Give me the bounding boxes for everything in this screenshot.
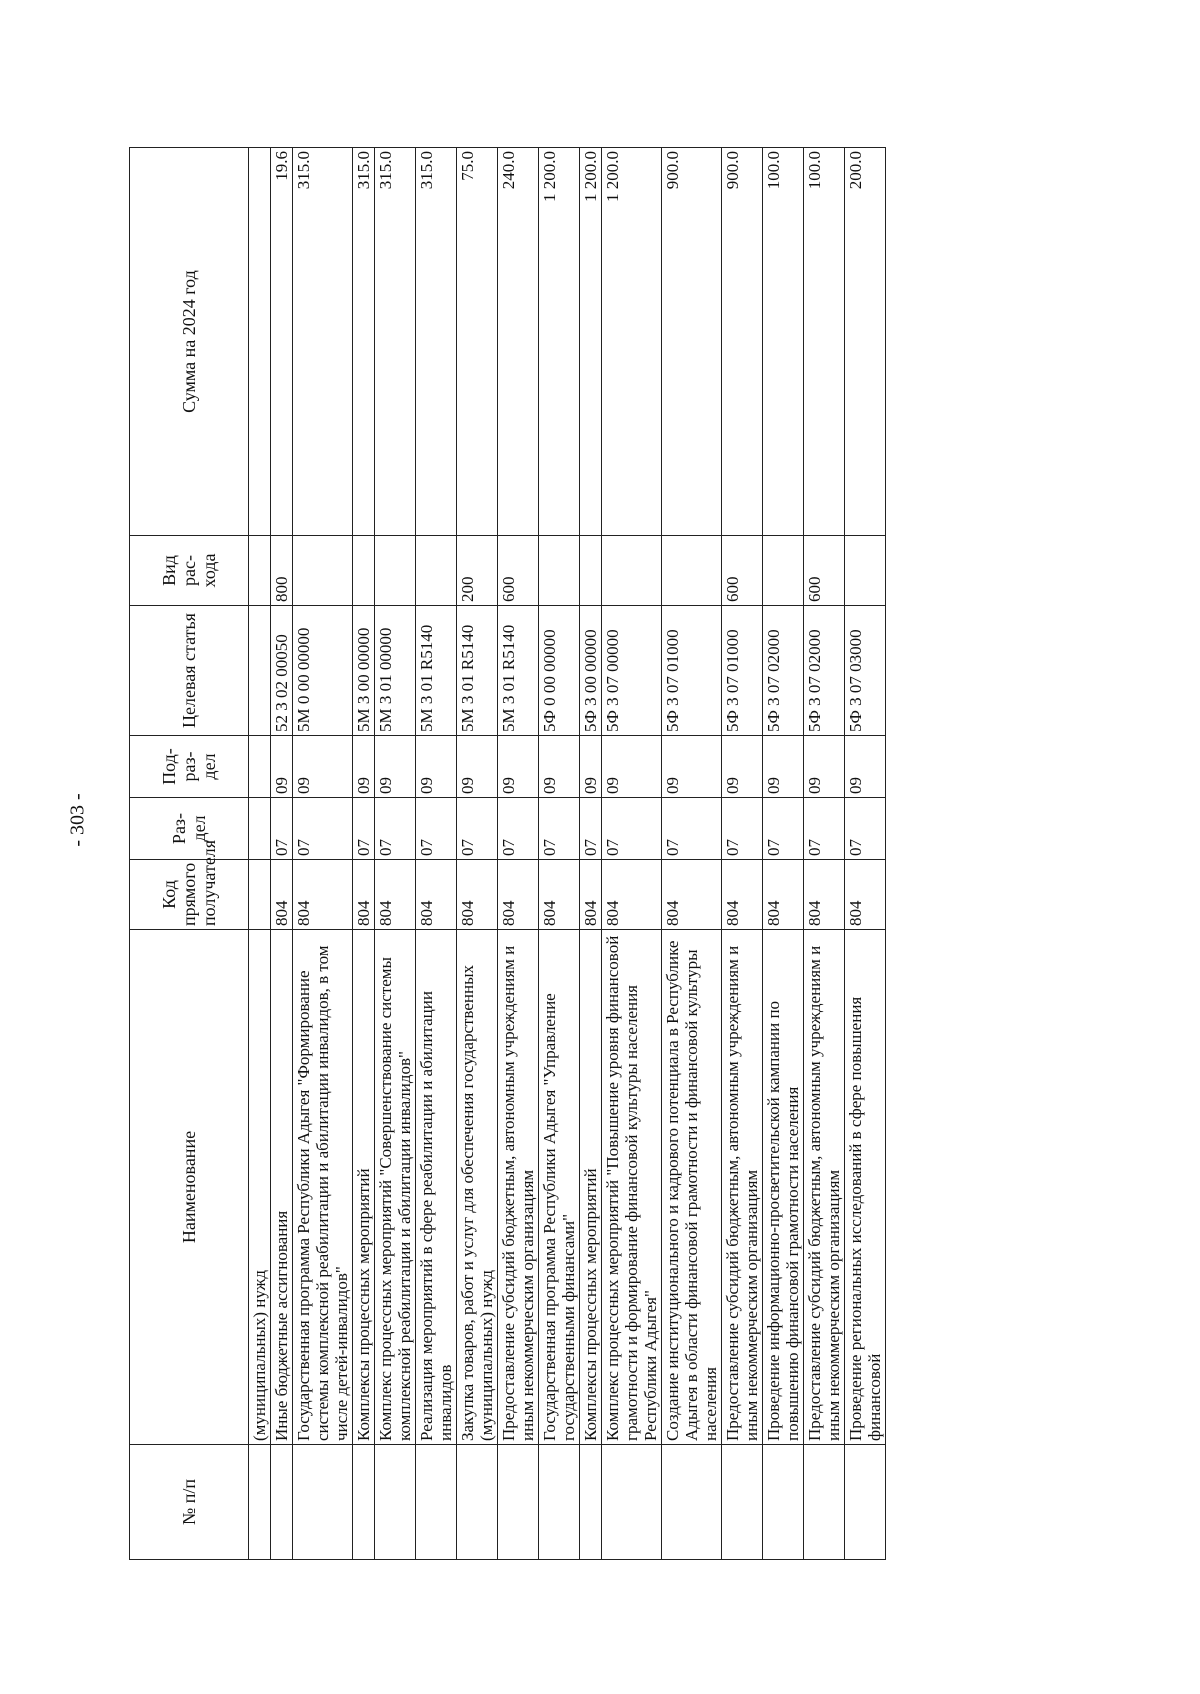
table-row — [602, 148, 662, 1560]
cell-target-article: 5Ф 3 00 00000 — [580, 606, 602, 736]
cell-expense-type — [845, 536, 886, 606]
cell-recipient-code: 804 — [375, 860, 416, 930]
cell-section: 07 — [293, 798, 353, 860]
cell-recipient-code: 804 — [416, 860, 457, 930]
cell-name: Предоставление субсидий бюджетным, автономным учреждениям и иным некоммерческим организациям — [498, 930, 539, 1445]
cell-section: 07 — [353, 798, 375, 860]
cell-section: 07 — [457, 798, 498, 860]
cell-num — [722, 1445, 763, 1560]
cell-target-article: 5Ф 3 07 02000 — [763, 606, 804, 736]
cell-num — [662, 1445, 722, 1560]
cell-name: Проведение региональных исследований в сфере повышения финансовой — [845, 930, 886, 1445]
cell-expense-type: 600 — [722, 536, 763, 606]
cell-expense-type: 200 — [457, 536, 498, 606]
cell-name: Комплексы процессных мероприятий — [353, 930, 375, 1445]
cell-name: Предоставление субсидий бюджетным, автономным учреждениям и иным некоммерческим организациям — [722, 930, 763, 1445]
cell-subsection: 09 — [293, 736, 353, 798]
cell-section: 07 — [580, 798, 602, 860]
cell-sum: 100.0 — [804, 148, 845, 536]
cell-target-article: 5М 3 01 R5140 — [457, 606, 498, 736]
cell-target-article: 5Ф 3 07 02000 — [804, 606, 845, 736]
table-row — [293, 148, 353, 1560]
cell-section: 07 — [662, 798, 722, 860]
table-row — [845, 148, 886, 1560]
cell-sum: 315.0 — [293, 148, 353, 536]
cell-recipient-code: 804 — [763, 860, 804, 930]
cell-name: Предоставление субсидий бюджетным, автономным учреждениям и иным некоммерческим организациям — [804, 930, 845, 1445]
cell-subsection: 09 — [845, 736, 886, 798]
cell-sum: 315.0 — [375, 148, 416, 536]
cell-target-article: 52 3 02 00050 — [271, 606, 293, 736]
budget-table — [129, 147, 886, 1560]
cell-recipient-code: 804 — [845, 860, 886, 930]
cell-section: 07 — [722, 798, 763, 860]
table-row — [722, 148, 763, 1560]
cell-recipient-code: 804 — [580, 860, 602, 930]
cell-target-article: 5Ф 3 07 03000 — [845, 606, 886, 736]
cell-recipient-code — [249, 860, 271, 930]
cell-expense-type — [580, 536, 602, 606]
table-row — [416, 148, 457, 1560]
cell-recipient-code: 804 — [271, 860, 293, 930]
cell-section: 07 — [845, 798, 886, 860]
cell-expense-type — [662, 536, 722, 606]
table-row — [353, 148, 375, 1560]
cell-section: 07 — [271, 798, 293, 860]
cell-section: 07 — [416, 798, 457, 860]
cell-target-article: 5М 3 01 R5140 — [498, 606, 539, 736]
table-row — [580, 148, 602, 1560]
cell-expense-type — [293, 536, 353, 606]
cell-subsection: 09 — [271, 736, 293, 798]
cell-name: Создание институционального и кадрового потенциала в Республике Адыгея в области финансовой грамотности и финансовой культуры населения — [662, 930, 722, 1445]
cell-subsection: 09 — [375, 736, 416, 798]
cell-name: Комплекс процессных мероприятий "Повышение уровня финансовой грамотности и формирование финансовой культуры населения Республики Адыгея" — [602, 930, 662, 1445]
cell-target-article — [249, 606, 271, 736]
cell-sum: 315.0 — [416, 148, 457, 536]
cell-expense-type — [375, 536, 416, 606]
cell-sum: 1 200.0 — [580, 148, 602, 536]
page-number: - 303 - — [66, 793, 89, 847]
cell-sum: 1 200.0 — [539, 148, 580, 536]
table-body — [249, 148, 886, 1560]
cell-subsection: 09 — [662, 736, 722, 798]
cell-name: (муниципальных) нужд — [249, 930, 271, 1445]
cell-num — [763, 1445, 804, 1560]
cell-expense-type: 800 — [271, 536, 293, 606]
header-name: Наименование — [130, 930, 249, 1445]
table-row — [271, 148, 293, 1560]
cell-num — [457, 1445, 498, 1560]
cell-section — [249, 798, 271, 860]
cell-sum: 200.0 — [845, 148, 886, 536]
cell-section: 07 — [602, 798, 662, 860]
cell-expense-type — [249, 536, 271, 606]
table-row — [662, 148, 722, 1560]
header-article: Целевая статья — [130, 606, 249, 736]
cell-num — [375, 1445, 416, 1560]
cell-name: Иные бюджетные ассигнования — [271, 930, 293, 1445]
header-sum: Сумма на 2024 год — [130, 148, 249, 536]
cell-recipient-code: 804 — [293, 860, 353, 930]
cell-expense-type — [539, 536, 580, 606]
table-row — [763, 148, 804, 1560]
cell-num — [804, 1445, 845, 1560]
cell-target-article: 5М 3 00 00000 — [353, 606, 375, 736]
cell-section: 07 — [763, 798, 804, 860]
cell-subsection: 09 — [498, 736, 539, 798]
cell-expense-type — [353, 536, 375, 606]
cell-expense-type: 600 — [498, 536, 539, 606]
cell-num — [498, 1445, 539, 1560]
cell-sum: 900.0 — [722, 148, 763, 536]
table-header-row — [130, 148, 249, 1560]
cell-num — [353, 1445, 375, 1560]
cell-target-article: 5Ф 3 07 01000 — [662, 606, 722, 736]
table-row — [804, 148, 845, 1560]
cell-name: Государственная программа Республики Адыгея "Формирование системы комплексной реабилитации и абилитации инвалидов, в том числе детей-инвалидов" — [293, 930, 353, 1445]
cell-subsection: 09 — [539, 736, 580, 798]
cell-target-article: 5Ф 0 00 00000 — [539, 606, 580, 736]
cell-target-article: 5Ф 3 07 00000 — [602, 606, 662, 736]
cell-target-article: 5М 0 00 00000 — [293, 606, 353, 736]
cell-num — [845, 1445, 886, 1560]
cell-subsection: 09 — [722, 736, 763, 798]
header-code: Код прямого получателя — [130, 860, 249, 930]
cell-num — [271, 1445, 293, 1560]
cell-recipient-code: 804 — [539, 860, 580, 930]
cell-target-article: 5М 3 01 R5140 — [416, 606, 457, 736]
cell-name: Комплексы процессных мероприятий — [580, 930, 602, 1445]
cell-sum: 240.0 — [498, 148, 539, 536]
table-row — [498, 148, 539, 1560]
cell-subsection: 09 — [602, 736, 662, 798]
table-row — [457, 148, 498, 1560]
cell-subsection: 09 — [457, 736, 498, 798]
cell-sum — [249, 148, 271, 536]
cell-sum: 75.0 — [457, 148, 498, 536]
cell-section: 07 — [375, 798, 416, 860]
table-row — [249, 148, 271, 1560]
table-row — [375, 148, 416, 1560]
cell-recipient-code: 804 — [722, 860, 763, 930]
cell-subsection: 09 — [804, 736, 845, 798]
cell-sum: 1 200.0 — [602, 148, 662, 536]
cell-subsection: 09 — [416, 736, 457, 798]
cell-num — [602, 1445, 662, 1560]
cell-recipient-code: 804 — [457, 860, 498, 930]
cell-name: Реализация мероприятий в сфере реабилитации и абилитации инвалидов — [416, 930, 457, 1445]
cell-subsection: 09 — [763, 736, 804, 798]
cell-recipient-code: 804 — [662, 860, 722, 930]
cell-num — [249, 1445, 271, 1560]
cell-subsection — [249, 736, 271, 798]
table-row — [539, 148, 580, 1560]
cell-target-article: 5М 3 01 00000 — [375, 606, 416, 736]
cell-section: 07 — [804, 798, 845, 860]
cell-sum: 100.0 — [763, 148, 804, 536]
budget-table-container — [129, 148, 1057, 1560]
cell-name: Проведение информационно-просветительской кампании по повышению финансовой грамотности населения — [763, 930, 804, 1445]
cell-num — [539, 1445, 580, 1560]
cell-target-article: 5Ф 3 07 01000 — [722, 606, 763, 736]
cell-recipient-code: 804 — [804, 860, 845, 930]
cell-num — [293, 1445, 353, 1560]
cell-num — [416, 1445, 457, 1560]
cell-sum: 315.0 — [353, 148, 375, 536]
cell-name: Государственная программа Республики Адыгея "Управление государственными финансами" — [539, 930, 580, 1445]
cell-section: 07 — [539, 798, 580, 860]
header-subsection: Под- раз- дел — [130, 736, 249, 798]
header-section: Раз- дел — [130, 798, 249, 860]
cell-recipient-code: 804 — [602, 860, 662, 930]
cell-name: Закупка товаров, работ и услуг для обеспечения государственных (муниципальных) нужд — [457, 930, 498, 1445]
header-expense: Вид рас- хода — [130, 536, 249, 606]
cell-subsection: 09 — [353, 736, 375, 798]
cell-expense-type — [416, 536, 457, 606]
cell-num — [580, 1445, 602, 1560]
header-num: № п/п — [130, 1445, 249, 1560]
cell-recipient-code: 804 — [498, 860, 539, 930]
cell-subsection: 09 — [580, 736, 602, 798]
cell-expense-type — [602, 536, 662, 606]
cell-recipient-code: 804 — [353, 860, 375, 930]
cell-sum: 19.6 — [271, 148, 293, 536]
cell-expense-type — [763, 536, 804, 606]
cell-section: 07 — [498, 798, 539, 860]
cell-name: Комплекс процессных мероприятий "Совершенствование системы комплексной реабилитации и абилитации инвалидов" — [375, 930, 416, 1445]
cell-sum: 900.0 — [662, 148, 722, 536]
cell-expense-type: 600 — [804, 536, 845, 606]
